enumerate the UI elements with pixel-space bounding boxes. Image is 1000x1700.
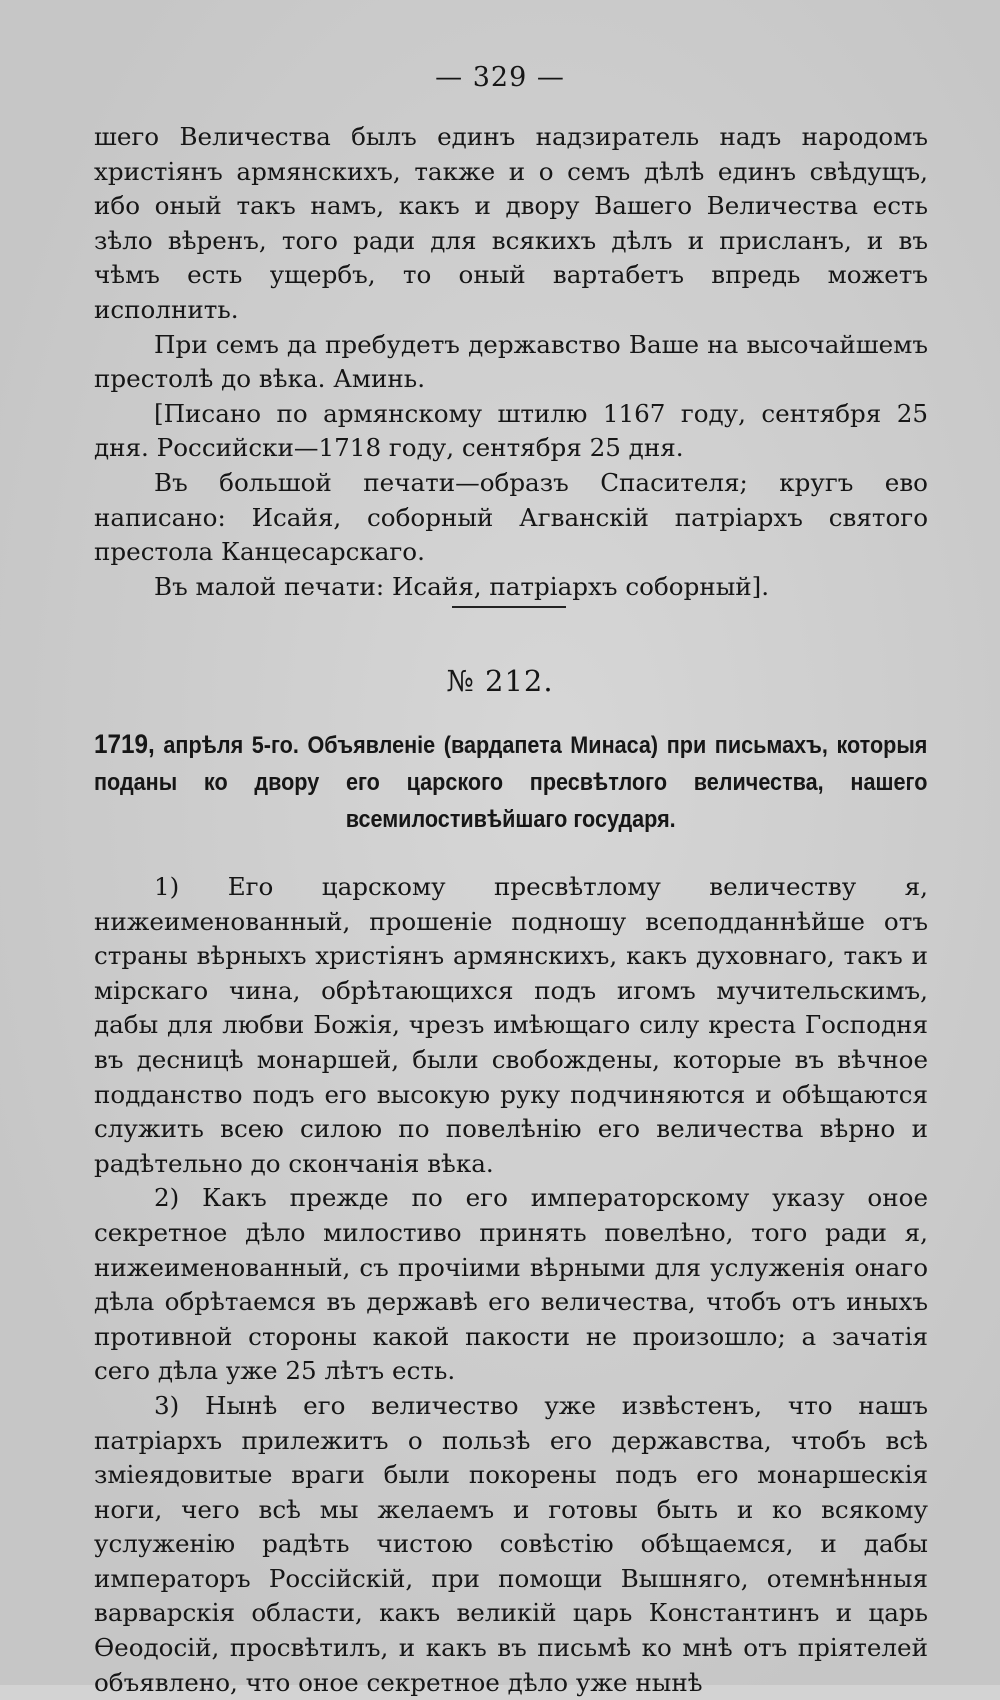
- document-number: № 212.: [446, 664, 554, 698]
- body-paragraph-3: 3) Нынѣ его величество уже извѣстенъ, что нашъ патріархъ прилежитъ о пользѣ его державства, чтобъ всѣ зміеядовитые враги были покорены подъ его монаршескія ноги, чего всѣ мы желаемъ и готовы быть и ко всякому услуженію радѣть чистою совѣстію обѣщаемся, и дабы императоръ Россійскій, при помощи Вышняго, отемнѣнныя варварскія области, какъ великій царь Константинъ и царь Ѳеодосій, просвѣтилъ, и какъ въ письмѣ ко мнѣ отъ пріятелей объявлено, что оное секретное дѣло уже нынѣ: [94, 1390, 928, 1697]
- date-note-paragraph: [Писано по армянскому штилю 1167 году, сентября 25 дня. Российски—1718 году, сентября 25 дня.: [94, 398, 928, 463]
- page-number: — 329 —: [435, 62, 565, 93]
- small-seal-paragraph: Въ малой печати: Исайя, патріархъ соборный].: [154, 571, 770, 601]
- section-divider: [452, 606, 566, 608]
- continued-paragraph: шего Величества былъ единъ надзиратель надъ народомъ христіянъ армянскихъ, также и о семъ дѣлѣ единъ свѣдущъ, ибо оный такъ намъ, какъ и двору Вашего Величества есть зѣло вѣренъ, того ради для всякихъ дѣлъ и присланъ, и въ чѣмъ есть ущербъ, то оный вартабетъ впредь можетъ исполнить.: [94, 122, 928, 324]
- large-seal-paragraph: Въ большой печати—образъ Спасителя; кругъ ево написано: Исайя, соборный Агванскій патріархъ святого престола Канцесарскаго.: [94, 467, 928, 567]
- body-text-block: [94, 870, 928, 1700]
- body-paragraph-1: 1) Его царскому пресвѣтлому величеству я, нижеименованный, прошеніе подношу всеподданнѣйше отъ страны вѣрныхъ христіянъ армянскихъ, какъ духовнаго, такъ и мірскаго чина, обрѣтающихся подъ игомъ мучительскимъ, дабы для любви Божія, чрезъ имѣющаго силу креста Господня въ десницѣ монаршей, были свобождены, которые въ вѣчное подданство подъ его высокую руку подчиняются и обѣщаются служить всею силою по повелѣнію его величества вѣрно и радѣтельно до скончанія вѣка.: [94, 872, 928, 1178]
- body-paragraph-2: 2) Какъ прежде по его императорскому указу оное секретное дѣло милостиво принять повелѣно, того ради я, нижеименованный, съ прочіими вѣрными для услуженія онаго дѣла обрѣтаемся въ державѣ его величества, чтобъ отъ иныхъ противной стороны какой пакости не произошло; а зачатія сего дѣла уже 25 лѣтъ есть.: [94, 1183, 928, 1386]
- intro-text-block: [94, 120, 928, 604]
- closing-paragraph: При семъ да пребудетъ державство Ваше на высочайшемъ престолѣ до вѣка. Аминь.: [94, 329, 928, 394]
- heading-year: 1719,: [94, 729, 155, 759]
- heading-text: апрѣля 5-го. Объявленіе (вардапета Минаса) при письмахъ, которыя поданы ко двору его царского пресвѣтлого величества, нашего всемилостивѣйшаго государя.: [94, 732, 928, 833]
- document-heading: [94, 726, 927, 838]
